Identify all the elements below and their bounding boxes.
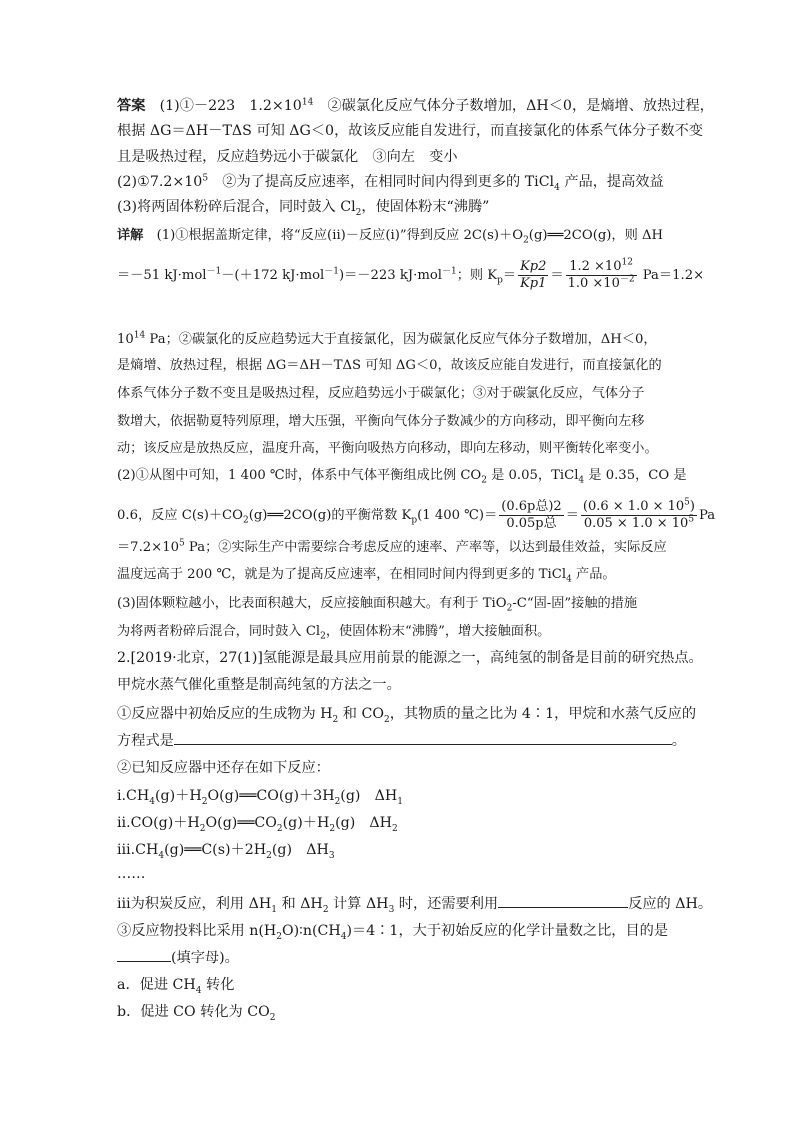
kp-ratio-fraction: $\frac{Kp2}{Kp1}$ <box>520 259 547 291</box>
detail-label: 详解 <box>117 227 144 242</box>
question-line-4: 方程式是 。 <box>117 730 686 751</box>
ellipsis: …… <box>117 866 146 882</box>
detail-line-11: 温度远高于 200 ℃，就是为了提高反应速率，在相同时间内得到更多的 TiCl$_4$ 产品。 <box>117 567 616 585</box>
question-line-7: ③反应物投料比采用 $n(H_2O)∶n(CH_4)=4∶1$，大于初始反应的化学计量数之比，目的是 <box>117 923 669 942</box>
reaction-i: $ⅰ.CH_4(g)+H_2O(g)══CO(g)+3H_2(g)$ $\Delta H_1$ <box>117 788 403 807</box>
detail-line-8: (2)①从图中可知，1 400 ℃时，体系中气体平衡组成比例 $CO_2$ 是 0.05，TiCl$_4$ 是 0.35，CO 是 <box>117 468 687 486</box>
question-line-2: 甲烷水蒸气催化重整是制高纯氢的方法之一。 <box>117 677 401 693</box>
answer-line-4: $(2)①7.2\times 10^5$ ②为了提高反应速率，在相同时间内得到更多的 TiCl$_4$ 产品，提高效益 <box>117 173 664 193</box>
detail-line-13: 为将两者粉碎后混合，同时鼓入 $Cl_2$，使固体粉末“沸腾”，增大接触面积。 <box>117 624 551 642</box>
detail-line-10: $=7.2\times 10^5$ Pa；②实际生产中需要综合考虑反应的速率、产率等，以达到最佳效益，实际反应 <box>117 538 667 555</box>
option-b[interactable]: b．促进 CO 转化为 $CO_2$ <box>117 1004 276 1023</box>
question-line-6: ⅲ为积炭反应，利用 $\Delta H_1$ 和 $\Delta H_2$ 计算 $\Delta H_3$ 时，还需要利用 反应的 ΔH。 <box>117 893 712 914</box>
detail-line-2: ＝－51 kJ·mol$^{-1}$－(＋172 kJ·mol$^{-1}$)＝－223 kJ·mol$^{-1}$；则 $K_p=$ $\frac{Kp2}{Kp1}$ ＝ $\frac{1.2 \times 10^{12}}{1.0 \times 10^{-2}}$ Pa＝1.2× <box>117 257 705 291</box>
kp-numeric-fraction: $\frac{(0.6 \times 1.0 \times 10^5)}{0.05 \times 1.0 \times 10^5}$ <box>582 497 695 531</box>
question-line-1: 2.[2019·北京，27(1)]氢能源是最具应用前景的能源之一，高纯氢的制备是目前的研究热点。 <box>117 650 703 666</box>
question-line-5: ②已知反应器中还存在如下反应： <box>117 760 330 776</box>
answer-line-2: 根据 ΔG＝ΔH－TΔS 可知 ΔG＜0，故该反应能自发进行，而直接氯化的体系气体分子数不变 <box>117 123 703 139</box>
question-line-8: (填字母)。 <box>117 947 239 968</box>
reaction-ii: $ⅱ.CO(g)+H_2O(g)══CO_2(g)+H_2(g)$ $\Delta H_2$ <box>117 815 398 834</box>
equation-answer-blank[interactable] <box>174 730 672 745</box>
question-line-3: ①反应器中初始反应的生成物为 $H_2$ 和 $CO_2$，其物质的量之比为 4∶1，甲烷和水蒸气反应的 <box>117 706 697 725</box>
kp-value-fraction: $\frac{1.2 \times 10^{12}}{1.0 \times 10^{-2}}$ <box>567 257 635 291</box>
detail-line-7: 动；该反应是放热反应，温度升高，平衡向吸热方向移动，即向左移动，则平衡转化率变小。 <box>117 441 658 456</box>
detail-line-1: 详解 (1)①根据盖斯定律，将“反应(ⅱ)－反应(ⅰ)”得到反应 $2C(s)+O_2(g)══2CO(g)$，则 ΔH <box>117 227 664 246</box>
option-a[interactable]: a．促进 $CH_4$ 转化 <box>117 977 235 996</box>
detail-line-4: 是熵增、放热过程，根据 ΔG＝ΔH－TΔS 可知 ΔG＜0，故该反应能自发进行，而直接氯化的 <box>117 358 662 373</box>
detail-line-3: $10^{14}$ Pa；②碳氯化的反应趋势远大于直接氯化，因为碳氯化反应气体分子数增加，ΔH＜0， <box>117 330 657 347</box>
kp-expression-fraction: $\frac{\text{(0.6p总)2}}{\text{0.05p总}}$ <box>501 499 562 531</box>
detail-line-6: 数增大，依据勒夏特列原理，增大压强，平衡向气体分子数减少的方向移动，即平衡向左移 <box>117 414 645 429</box>
answer-line-3: 且是吸热过程，反应趋势远小于碳氯化 ③向左 变小 <box>117 149 458 165</box>
answer-label: 答案 <box>117 98 146 114</box>
answer-line-5: (3)将两固体粉碎后混合，同时鼓入 $Cl_2$，使固体粉末“沸腾” <box>117 199 490 218</box>
detail-line-12: (3)固体颗粒越小，比表面积越大，反应接触面积越大。有利于 TiO$_2$-C“固-固”接触的措施 <box>117 596 638 614</box>
detail-line-9: 0.6，反应 $C(s)+CO_2(g)══2CO(g)$的平衡常数 $K_p(1$ 400 ℃)＝ $\frac{\text{(0.6p总)2}}{\text{0.05p总}}$ ＝ $\frac{(0.6 \times 1.0 \times 10^5)}{0.05 \times 1.0 \times 10^5}$ Pa <box>117 497 716 531</box>
answer-line-1: 答案 (1)①－223 $1.2\times 10^{14}$ ②碳氯化反应气体分子数增加，ΔH＜0，是熵增、放热过程， <box>117 97 714 114</box>
choice-answer-blank[interactable] <box>117 947 171 962</box>
reaction-iii: $ⅲ.CH_4(g)══C(s)+2H_2(g)$ $\Delta H_3$ <box>117 842 335 861</box>
reaction-answer-blank[interactable] <box>498 893 628 908</box>
detail-line-5: 体系气体分子数不变且是吸热过程，反应趋势远小于碳氯化；③对于碳氯化反应，气体分子 <box>117 386 645 401</box>
